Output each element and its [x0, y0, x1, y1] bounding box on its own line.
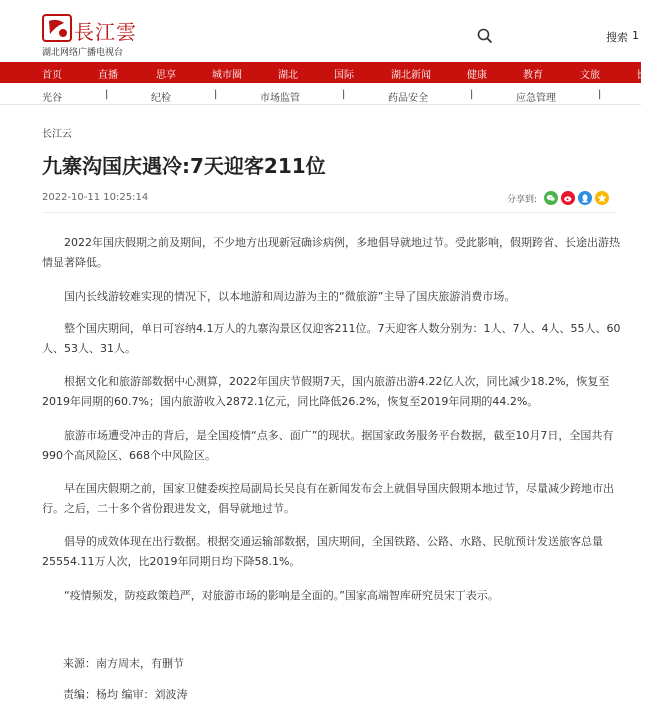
- search-input[interactable]: [496, 25, 604, 47]
- nav-item-city[interactable]: 城市圈: [212, 70, 242, 81]
- search-icon[interactable]: [477, 28, 493, 44]
- subnav-separator: |: [470, 89, 474, 100]
- subnav-separator: |: [105, 89, 109, 100]
- article-paragraph: 整个国庆期间，单日可容纳4.1万人的九寨沟景区仅迎客211位。7天迎客人数分别为：1人、7人、4人、55人、60人、53人、31人。: [42, 322, 621, 355]
- sub-nav: [0, 84, 641, 105]
- nav-item-thinking[interactable]: 思享: [156, 70, 176, 81]
- breadcrumb[interactable]: 长江云: [42, 129, 72, 140]
- share-bar: [507, 190, 609, 206]
- nav-item-hubei[interactable]: 湖北: [278, 70, 298, 81]
- nav-item-home[interactable]: 首页: [42, 70, 62, 81]
- wechat-share-icon[interactable]: [544, 191, 558, 205]
- article-paragraph: 倡导的成效体现在出行数据。根据交通运输部数据，国庆期间，全国铁路、公路、水路、民航预计发送旅客总量25554.11万人次，比2019年同期日均下降58.1%。: [42, 535, 603, 568]
- article-paragraph: 国内长线游较难实现的情况下，以本地游和周边游为主的“微旅游”主导了国庆旅游消费市场。: [64, 290, 516, 303]
- title-divider: [42, 212, 617, 213]
- search-extra: 1: [632, 29, 639, 42]
- share-label: 分享到:: [507, 194, 538, 205]
- page-title: 九寨沟国庆遇冷:7天迎客211位: [42, 154, 326, 178]
- article-paragraph: 早在国庆假期之前，国家卫健委疾控局副局长吴良有在新闻发布会上就倡导国庆假期本地过节，尽量减少跨地市出行。之后，二十多个省份跟进发文，倡导就地过节。: [42, 482, 614, 515]
- qq-share-icon[interactable]: [578, 191, 592, 205]
- article-source: 来源：南方周末，有删节: [63, 657, 184, 670]
- subnav-separator: |: [214, 89, 218, 100]
- weibo-share-icon[interactable]: [561, 191, 575, 205]
- nav-item-more[interactable]: 长: [636, 70, 646, 81]
- logo-name: 長江雲: [74, 20, 137, 44]
- nav-item-health[interactable]: 健康: [467, 70, 487, 81]
- subnav-item-market[interactable]: 市场监管: [260, 93, 300, 104]
- article-paragraph: 根据文化和旅游部数据中心测算，2022年国庆节假期7天，国内旅游出游4.22亿人次，同比减少18.2%，恢复至2019年同期的60.7%；国内旅游收入2872.1亿元，同比降低26.2%，恢复至2019年同期的44.2%。: [42, 375, 610, 408]
- main-nav: [0, 62, 646, 83]
- subnav-separator: |: [342, 89, 346, 100]
- subnav-item-drug-safety[interactable]: 药品安全: [388, 93, 428, 104]
- qzone-share-icon[interactable]: [595, 191, 609, 205]
- subnav-separator: |: [598, 89, 602, 100]
- search-button[interactable]: 搜索: [606, 29, 628, 45]
- subnav-item-emergency[interactable]: 应急管理: [516, 93, 556, 104]
- nav-item-hubei-news[interactable]: 湖北新闻: [391, 70, 431, 81]
- logo-subtitle: 湖北网络广播电视台: [42, 48, 124, 58]
- publish-date: 2022-10-11 10:25:14: [42, 192, 149, 203]
- subnav-item-discipline[interactable]: 纪检: [151, 93, 171, 104]
- article-paragraph: 旅游市场遭受冲击的背后，是全国疫情“点多、面广”的现状。据国家政务服务平台数据，截至10月7日，全国共有990个高风险区、668个中风险区。: [42, 429, 614, 462]
- logo-mark-icon: [42, 14, 72, 42]
- nav-item-live[interactable]: 直播: [98, 70, 118, 81]
- article-editor: 责编：杨均 编审：刘波涛: [63, 688, 188, 701]
- article-paragraph: “疫情频发，防疫政策趋严，对旅游市场的影响是全面的。”国家高端智库研究员宋丁表示。: [64, 589, 499, 602]
- article-paragraph: 2022年国庆假期之前及期间，不少地方出现新冠确诊病例，多地倡导就地过节。受此影响，假期跨省、长途出游热情显著降低。: [42, 236, 620, 269]
- subnav-item-optics-valley[interactable]: 光谷: [42, 93, 62, 104]
- site-logo[interactable]: [42, 14, 152, 60]
- nav-item-culture-travel[interactable]: 文旅: [580, 70, 600, 81]
- nav-item-education[interactable]: 教育: [523, 70, 543, 81]
- nav-item-international[interactable]: 国际: [334, 70, 354, 81]
